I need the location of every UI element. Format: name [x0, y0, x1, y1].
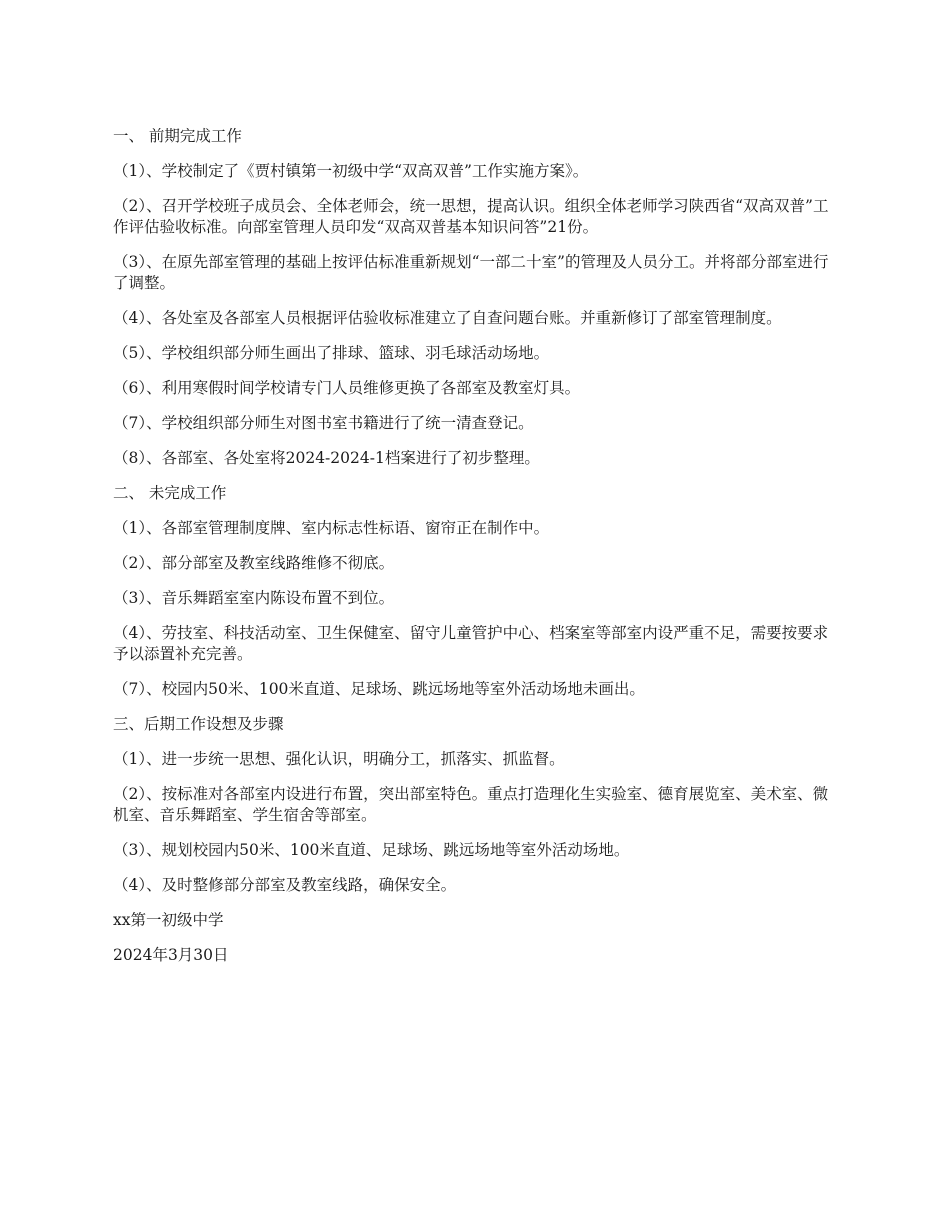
signature-date: 2024年3月30日: [113, 946, 229, 964]
list-item: （4）、劳技室、科技活动室、卫生保健室、留守儿童管护中心、档案室等部室内设严重不足，需要按要求予以添置补充完善。: [113, 624, 829, 663]
list-item: （1）、进一步统一思想、强化认识，明确分工，抓落实、抓监督。: [113, 750, 565, 768]
list-item: （4）、及时整修部分部室及教室线路，确保安全。: [113, 876, 457, 894]
section-heading-plans: 三、后期工作设想及步骤: [113, 715, 284, 733]
list-item: （7）、学校组织部分师生对图书室书籍进行了统一清查登记。: [113, 414, 534, 432]
list-item: （1）、各部室管理制度牌、室内标志性标语、窗帘正在制作中。: [113, 519, 550, 537]
signature-organization: xx第一初级中学: [113, 911, 224, 929]
list-item: （2）、部分部室及教室线路维修不彻底。: [113, 554, 395, 572]
list-item: （3）、音乐舞蹈室室内陈设布置不到位。: [113, 589, 395, 607]
list-item: （8）、各部室、各处室将2024-2024-1档案进行了初步整理。: [113, 449, 540, 467]
section-heading-unfinished: 二、 未完成工作: [113, 484, 227, 502]
document-body: [113, 126, 835, 980]
list-item: （3）、在原先部室管理的基础上按评估标准重新规划“一部二十室”的管理及人员分工。并将部分部室进行了调整。: [113, 253, 829, 292]
section-heading-completed: 一、 前期完成工作: [113, 127, 242, 145]
list-item: （1）、学校制定了《贾村镇第一初级中学“双高双普”工作实施方案》。: [113, 162, 589, 180]
list-item: （2）、按标准对各部室内设进行布置，突出部室特色。重点打造理化生实验室、德育展览室、美术室、微机室、音乐舞蹈室、学生宿舍等部室。: [113, 785, 829, 824]
list-item: （7）、校园内50米、100米直道、足球场、跳远场地等室外活动场地未画出。: [113, 680, 645, 698]
list-item: （4）、各处室及各部室人员根据评估验收标准建立了自查问题台账。并重新修订了部室管理制度。: [113, 309, 782, 327]
list-item: （5）、学校组织部分师生画出了排球、篮球、羽毛球活动场地。: [113, 344, 550, 362]
list-item: （6）、利用寒假时间学校请专门人员维修更换了各部室及教室灯具。: [113, 379, 581, 397]
list-item: （2）、召开学校班子成员会、全体老师会，统一思想，提高认识。组织全体老师学习陕西省“双高双普”工作评估验收标准。向部室管理人员印发“双高双普基本知识问答”21份。: [113, 197, 829, 236]
list-item: （3）、规划校园内50米、100米直道、足球场、跳远场地等室外活动场地。: [113, 841, 630, 859]
